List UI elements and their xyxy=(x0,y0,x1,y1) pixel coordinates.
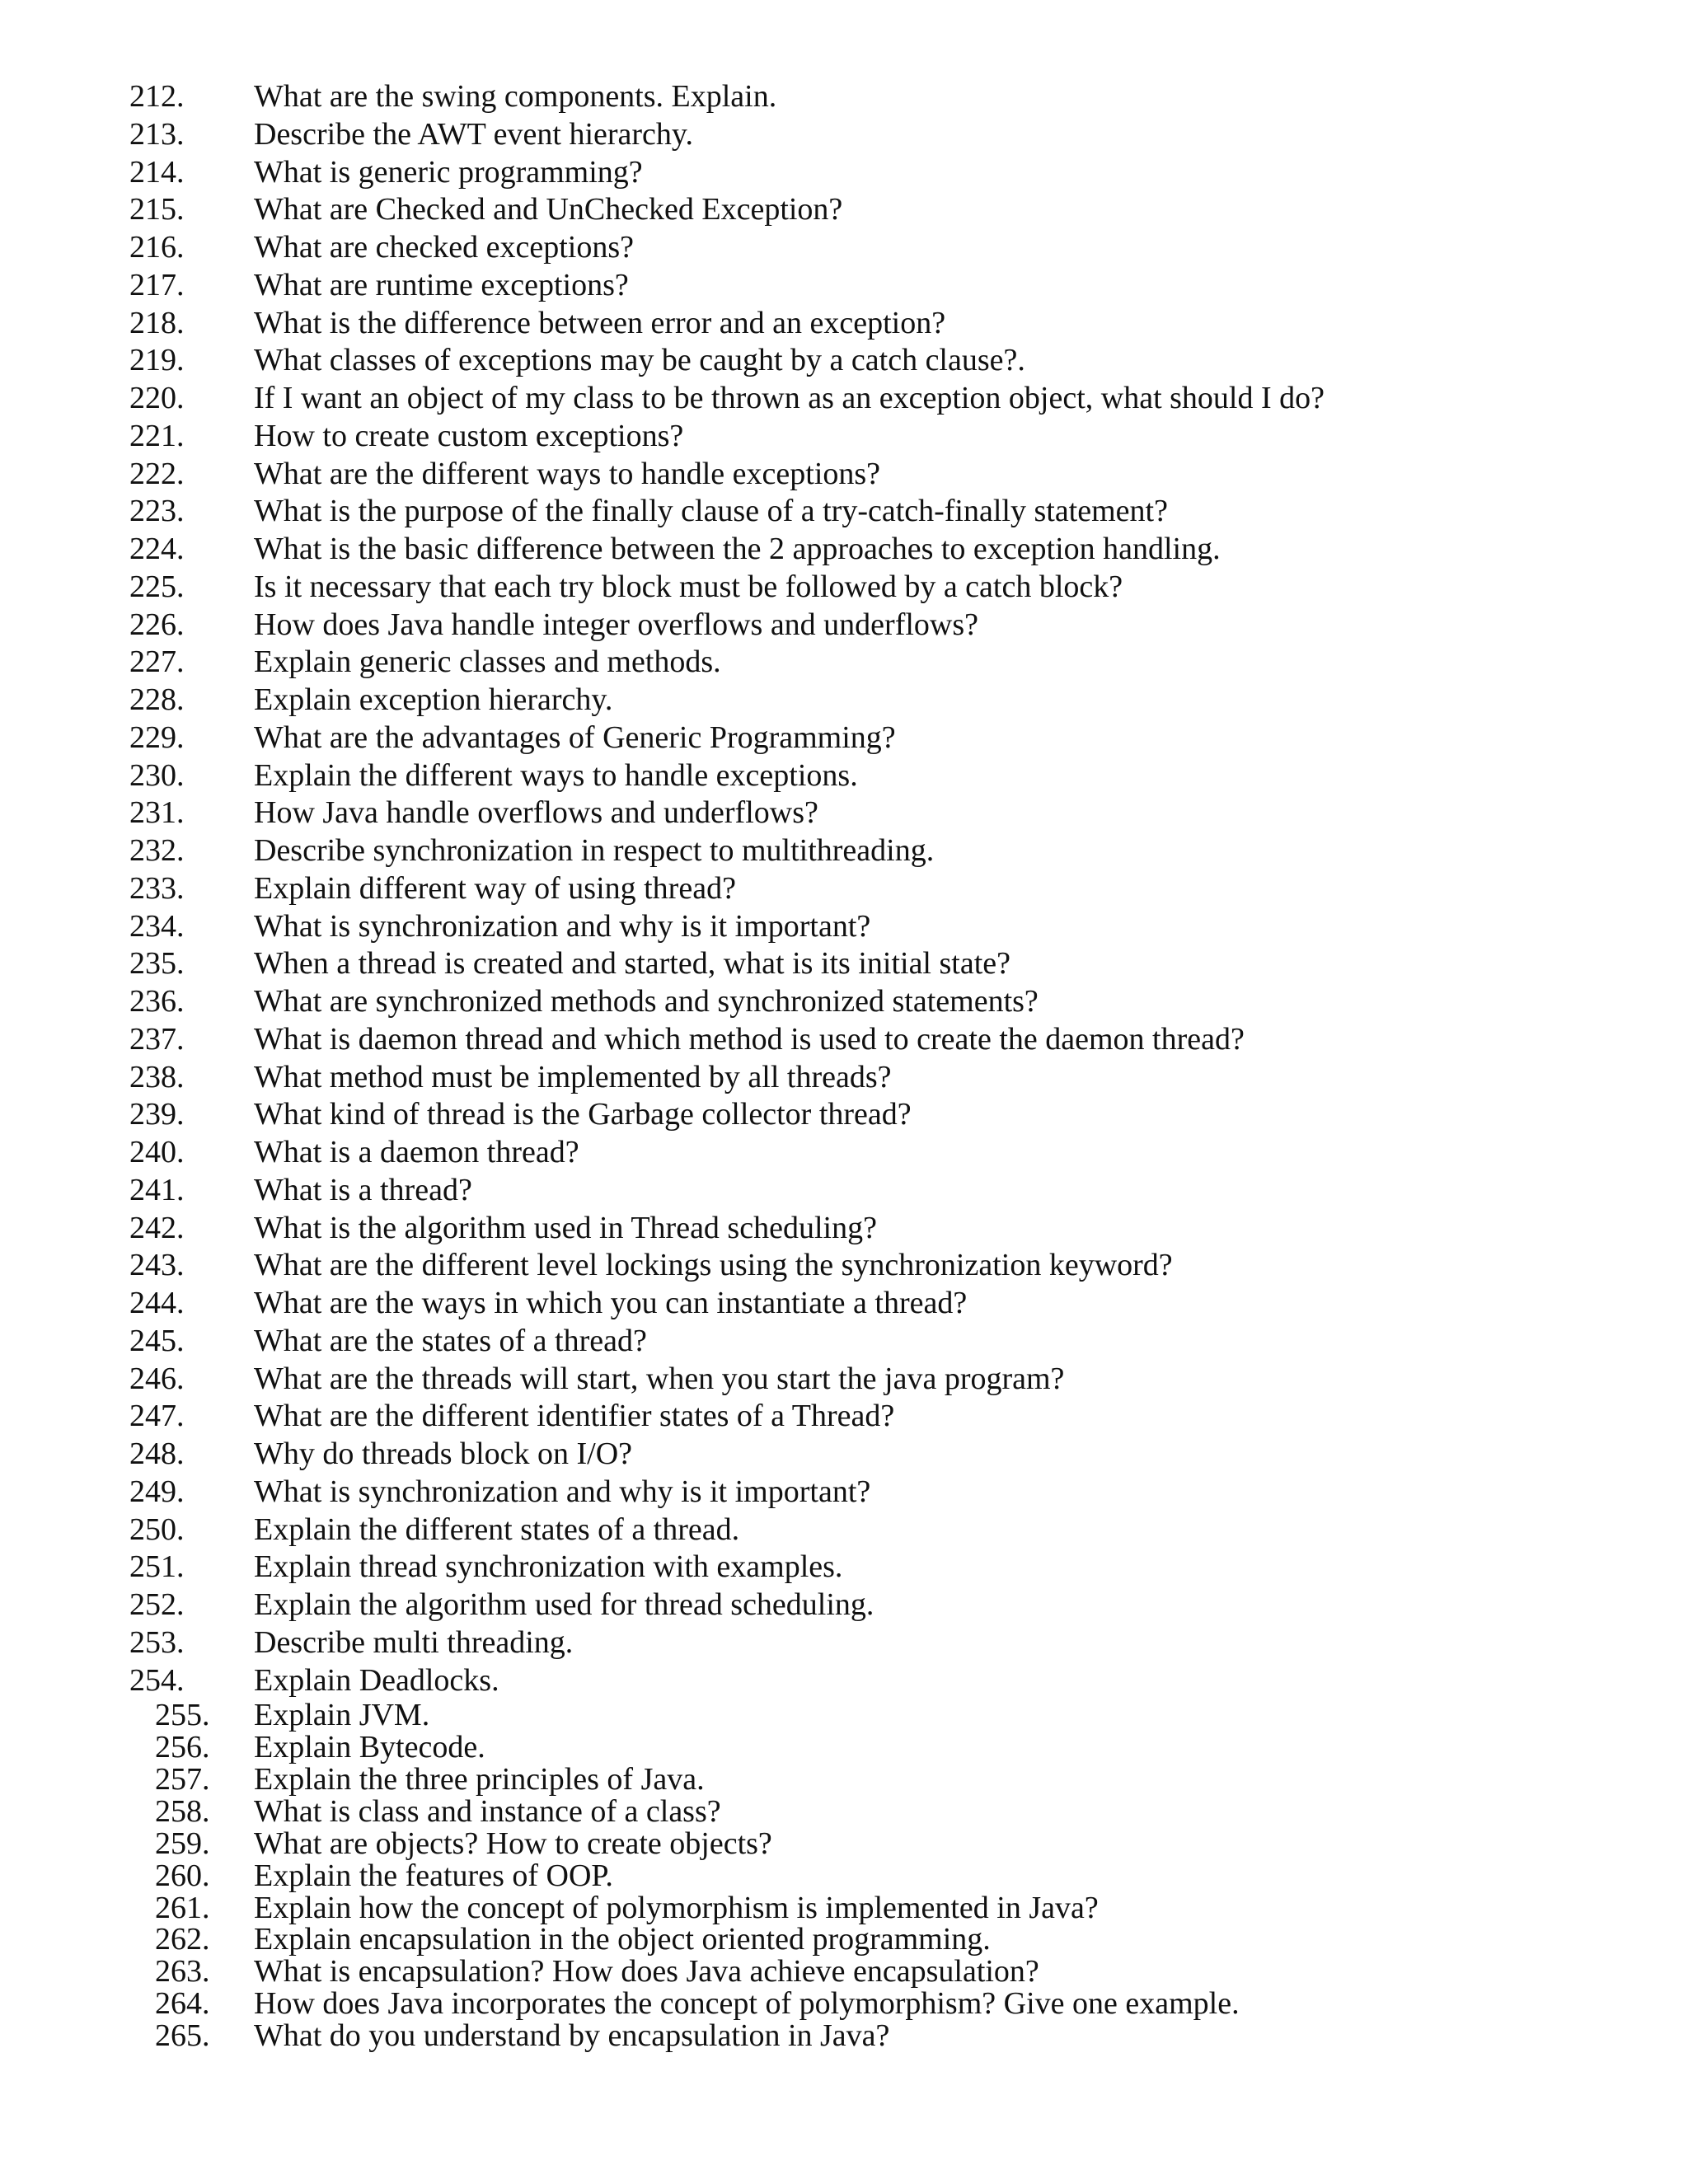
question-text: Why do threads block on I/O? xyxy=(254,1436,633,1471)
question-item xyxy=(0,644,1688,682)
question-number: 251. xyxy=(129,1549,185,1585)
question-item xyxy=(0,757,1688,795)
question-number: 259. xyxy=(155,1825,210,1861)
question-item xyxy=(0,1323,1688,1361)
question-number: 238. xyxy=(129,1059,185,1094)
question-number: 222. xyxy=(129,456,185,491)
question-item xyxy=(0,154,1688,192)
question-text: How does Java incorporates the concept of polymorphism? Give one example. xyxy=(254,1986,1240,2022)
question-text: What are the states of a thread? xyxy=(254,1323,647,1358)
question-number: 247. xyxy=(129,1399,185,1434)
question-text: Explain the different states of a thread. xyxy=(254,1511,740,1547)
question-list xyxy=(0,78,1688,2052)
question-number: 220. xyxy=(129,381,185,415)
question-item xyxy=(0,1924,1688,1956)
question-item xyxy=(0,1586,1688,1624)
question-item xyxy=(0,1825,1688,1861)
question-item xyxy=(0,1624,1688,1662)
question-item xyxy=(0,682,1688,719)
question-text: If I want an object of my class to be thrown as an exception object, what should I do? xyxy=(254,381,1325,415)
question-item xyxy=(0,983,1688,1021)
question-text: Is it necessary that each try block must be followed by a catch block? xyxy=(254,569,1123,604)
question-text: What classes of exceptions may be caught by a catch clause?. xyxy=(254,343,1025,378)
question-number: 221. xyxy=(129,418,185,453)
question-number: 248. xyxy=(129,1436,185,1471)
question-text: Explain the different ways to handle exceptions. xyxy=(254,757,858,793)
question-item xyxy=(0,607,1688,644)
question-text: Explain how the concept of polymorphism is implemented in Java? xyxy=(254,1890,1099,1925)
question-text: What are the threads will start, when you start the java program? xyxy=(254,1361,1065,1396)
question-number: 243. xyxy=(129,1248,185,1283)
question-number: 234. xyxy=(129,908,185,944)
question-number: 213. xyxy=(129,116,185,152)
question-item xyxy=(0,531,1688,569)
question-text: What is synchronization and why is it important? xyxy=(254,908,871,944)
question-number: 236. xyxy=(129,984,185,1019)
question-item xyxy=(0,945,1688,983)
question-item xyxy=(0,1860,1688,1892)
question-number: 230. xyxy=(129,757,185,793)
question-number: 227. xyxy=(129,644,185,680)
question-text: What are the swing components. Explain. xyxy=(254,79,777,114)
question-number: 262. xyxy=(155,1922,210,1957)
question-item xyxy=(0,1662,1688,1700)
question-item xyxy=(0,1699,1688,1732)
question-text: Explain different way of using thread? xyxy=(254,870,736,906)
question-text: What is the algorithm used in Thread scheduling? xyxy=(254,1210,877,1245)
question-text: What is generic programming? xyxy=(254,154,643,190)
question-text: Explain the algorithm used for thread scheduling. xyxy=(254,1587,874,1622)
question-number: 237. xyxy=(129,1021,185,1057)
question-item xyxy=(0,380,1688,418)
question-text: When a thread is created and started, what is its initial state? xyxy=(254,946,1010,982)
question-text: Explain JVM. xyxy=(254,1698,430,1733)
question-item xyxy=(0,1892,1688,1924)
question-number: 256. xyxy=(155,1730,210,1765)
question-text: What is a daemon thread? xyxy=(254,1135,579,1169)
question-text: Explain Deadlocks. xyxy=(254,1662,499,1698)
question-text: Explain the features of OOP. xyxy=(254,1858,613,1893)
question-text: Describe the AWT event hierarchy. xyxy=(254,116,693,152)
question-text: What is the purpose of the finally clause of a try-catch-finally statement? xyxy=(254,494,1168,529)
question-text: Explain Bytecode. xyxy=(254,1730,485,1765)
question-item xyxy=(0,1549,1688,1586)
question-item xyxy=(0,1474,1688,1511)
question-item xyxy=(0,1361,1688,1399)
question-number: 245. xyxy=(129,1323,185,1358)
question-number: 212. xyxy=(129,79,185,114)
question-item xyxy=(0,342,1688,380)
question-number: 217. xyxy=(129,267,185,302)
question-number: 264. xyxy=(155,1986,210,2022)
question-number: 249. xyxy=(129,1474,185,1509)
question-item xyxy=(0,569,1688,607)
question-item xyxy=(0,229,1688,267)
question-text: What do you understand by encapsulation in Java? xyxy=(254,2018,890,2054)
question-item xyxy=(0,267,1688,305)
question-text: What is the basic difference between the 2 approaches to exception handling. xyxy=(254,532,1221,566)
question-item xyxy=(0,1021,1688,1059)
question-item xyxy=(0,870,1688,908)
question-text: What are the different ways to handle exceptions? xyxy=(254,456,881,491)
question-number: 228. xyxy=(129,682,185,717)
question-item xyxy=(0,1956,1688,1988)
question-text: What are the ways in which you can instantiate a thread? xyxy=(254,1286,968,1320)
question-text: What is class and instance of a class? xyxy=(254,1793,721,1829)
question-number: 240. xyxy=(129,1135,185,1169)
question-item xyxy=(0,493,1688,531)
question-number: 223. xyxy=(129,494,185,529)
question-number: 253. xyxy=(129,1624,185,1660)
question-item xyxy=(0,78,1688,116)
question-number: 244. xyxy=(129,1286,185,1320)
question-item xyxy=(0,719,1688,757)
question-item xyxy=(0,1511,1688,1549)
question-number: 263. xyxy=(155,1954,210,1990)
question-text: What are Checked and UnChecked Exception? xyxy=(254,192,843,227)
question-text: What is daemon thread and which method is used to create the daemon thread? xyxy=(254,1021,1245,1057)
question-number: 241. xyxy=(129,1172,185,1207)
question-text: How to create custom exceptions? xyxy=(254,418,684,453)
question-item xyxy=(0,1210,1688,1248)
question-text: What are the advantages of Generic Programming? xyxy=(254,719,896,755)
question-item xyxy=(0,1988,1688,2020)
question-number: 260. xyxy=(155,1858,210,1893)
question-number: 261. xyxy=(155,1890,210,1925)
question-text: What is a thread? xyxy=(254,1172,472,1207)
question-item xyxy=(0,1172,1688,1210)
question-item xyxy=(0,305,1688,343)
question-number: 252. xyxy=(129,1587,185,1622)
question-item xyxy=(0,1398,1688,1436)
question-text: What are objects? How to create objects? xyxy=(254,1825,772,1861)
question-text: What are checked exceptions? xyxy=(254,230,635,265)
question-number: 216. xyxy=(129,230,185,265)
question-item xyxy=(0,1134,1688,1172)
question-item xyxy=(0,1793,1688,1829)
question-number: 255. xyxy=(155,1698,210,1733)
question-text: What are synchronized methods and synchronized statements? xyxy=(254,984,1039,1019)
question-text: Explain encapsulation in the object oriented programming. xyxy=(254,1922,991,1957)
question-number: 233. xyxy=(129,870,185,906)
question-text: What kind of thread is the Garbage collector thread? xyxy=(254,1097,912,1132)
question-number: 218. xyxy=(129,305,185,340)
question-text: What is encapsulation? How does Java achieve encapsulation? xyxy=(254,1954,1039,1990)
question-number: 246. xyxy=(129,1361,185,1396)
question-number: 229. xyxy=(129,719,185,755)
question-number: 250. xyxy=(129,1511,185,1547)
question-number: 219. xyxy=(129,343,185,378)
question-item xyxy=(0,456,1688,494)
question-number: 258. xyxy=(155,1793,210,1829)
question-number: 224. xyxy=(129,532,185,566)
question-number: 226. xyxy=(129,607,185,642)
question-item xyxy=(0,1059,1688,1097)
question-number: 232. xyxy=(129,833,185,868)
question-text: Explain the three principles of Java. xyxy=(254,1762,705,1797)
question-item xyxy=(0,2020,1688,2052)
question-number: 214. xyxy=(129,154,185,190)
question-item xyxy=(0,1096,1688,1134)
question-text: What method must be implemented by all threads? xyxy=(254,1059,892,1094)
question-item xyxy=(0,191,1688,229)
question-text: How Java handle overflows and underflows? xyxy=(254,795,818,831)
question-text: How does Java handle integer overflows and underflows? xyxy=(254,607,979,642)
question-text: What is synchronization and why is it important? xyxy=(254,1474,871,1509)
question-item xyxy=(0,1247,1688,1285)
question-number: 242. xyxy=(129,1210,185,1245)
question-number: 231. xyxy=(129,795,185,831)
question-text: Describe synchronization in respect to multithreading. xyxy=(254,833,935,868)
question-item xyxy=(0,1732,1688,1764)
question-text: Explain thread synchronization with examples. xyxy=(254,1549,843,1585)
question-item xyxy=(0,794,1688,832)
question-number: 257. xyxy=(155,1762,210,1797)
question-item xyxy=(0,116,1688,154)
question-item xyxy=(0,1436,1688,1474)
question-text: What are the different level lockings using the synchronization keyword? xyxy=(254,1248,1173,1283)
question-item xyxy=(0,908,1688,946)
question-item xyxy=(0,1285,1688,1323)
question-text: Describe multi threading. xyxy=(254,1624,574,1660)
question-item xyxy=(0,832,1688,870)
question-text: Explain generic classes and methods. xyxy=(254,644,721,680)
question-number: 265. xyxy=(155,2018,210,2054)
question-text: Explain exception hierarchy. xyxy=(254,682,613,717)
question-text: What is the difference between error and an exception? xyxy=(254,305,946,340)
question-number: 239. xyxy=(129,1097,185,1132)
question-item xyxy=(0,418,1688,456)
question-item xyxy=(0,1764,1688,1796)
question-text: What are runtime exceptions? xyxy=(254,267,629,302)
question-number: 254. xyxy=(129,1662,185,1698)
question-number: 235. xyxy=(129,946,185,982)
question-text: What are the different identifier states of a Thread? xyxy=(254,1399,895,1434)
question-number: 225. xyxy=(129,569,185,604)
question-number: 215. xyxy=(129,192,185,227)
